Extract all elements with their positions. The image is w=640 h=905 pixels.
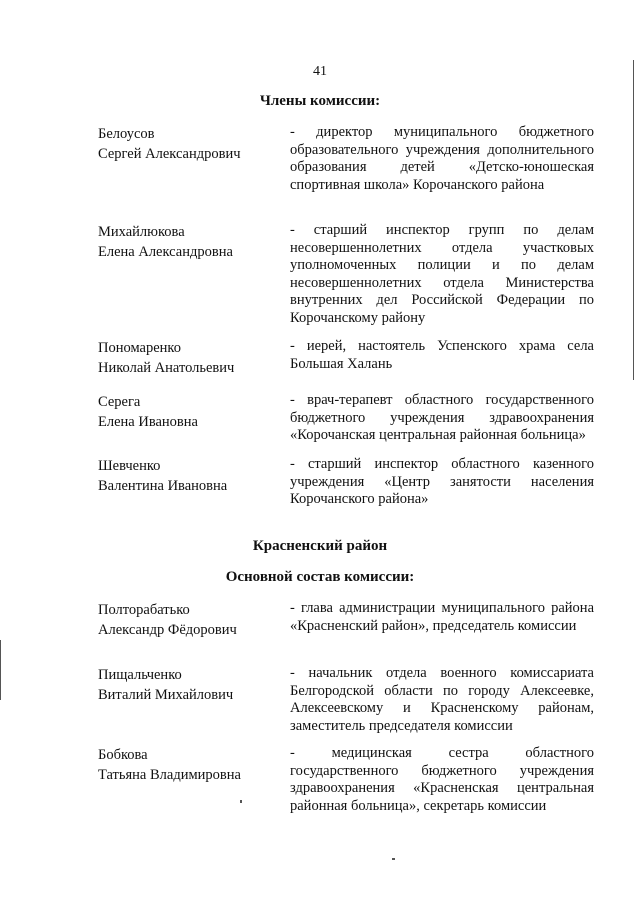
- member-name: [98, 665, 278, 705]
- member-name: [98, 745, 278, 785]
- member-given-name: Валентина Ивановна: [98, 478, 228, 494]
- member-role: - глава администрации муниципального района «Красненский район», председатель комиссии: [290, 600, 594, 634]
- member-surname: Серега: [98, 394, 141, 410]
- member-surname: Бобкова: [98, 747, 148, 763]
- scan-edge-line: [0, 640, 1, 700]
- member-given-name: Александр Фёдорович: [98, 622, 237, 638]
- member-name: [98, 392, 278, 432]
- member-given-name: Елена Ивановна: [98, 414, 198, 430]
- page-number: 41: [313, 64, 327, 79]
- member-given-name: Сергей Александрович: [98, 146, 241, 162]
- member-name: [98, 456, 278, 496]
- member-role: - директор муниципального бюджетного образовательного учреждения дополнительного образования детей «Детско-юношеская спортивная школа» Корочанского района: [290, 124, 594, 193]
- member-name: [98, 600, 278, 640]
- member-given-name: Елена Александровна: [98, 244, 233, 260]
- member-surname: Белоусов: [98, 126, 155, 142]
- section-heading-main: Основной состав комиссии:: [225, 569, 415, 585]
- member-surname: Шевченко: [98, 458, 161, 474]
- scan-speck: [392, 858, 395, 860]
- member-surname: Полторабатько: [98, 602, 190, 618]
- member-role: - старший инспектор групп по делам несовершеннолетних отдела участковых уполномоченных полиции и по делам несовершеннолетних отдела Министерства внутренних дел Российской Федерации по Корочанскому району: [290, 222, 594, 326]
- member-role: - врач-терапевт областного государственного бюджетного учреждения здравоохранения «Корочанская центральная районная больница»: [290, 392, 594, 443]
- member-given-name: Николай Анатольевич: [98, 360, 235, 376]
- member-surname: Михайлюкова: [98, 224, 185, 240]
- scan-speck: [240, 800, 242, 803]
- district-heading: Красненский район: [252, 538, 388, 554]
- member-name: [98, 124, 278, 164]
- scan-edge-line: [633, 60, 634, 380]
- section-heading-members: Члены комиссии:: [259, 93, 381, 109]
- member-role: - медицинская сестра областного государственного бюджетного учреждения здравоохранения «Красненская центральная районная больница», секретарь комиссии: [290, 745, 594, 814]
- member-role: - старший инспектор областного казенного учреждения «Центр занятости населения Корочанского района»: [290, 456, 594, 507]
- member-given-name: Виталий Михайлович: [98, 687, 234, 703]
- member-name: [98, 222, 278, 262]
- member-role: - начальник отдела военного комиссариата Белгородской области по городу Алексеевке, Алексеевскому и Красненскому районам, заместитель председателя комиссии: [290, 665, 594, 734]
- member-surname: Пономаренко: [98, 340, 181, 356]
- member-given-name: Татьяна Владимировна: [98, 767, 241, 783]
- member-surname: Пищальченко: [98, 667, 182, 683]
- member-name: [98, 338, 278, 378]
- member-role: - иерей, настоятель Успенского храма села Большая Халань: [290, 338, 594, 372]
